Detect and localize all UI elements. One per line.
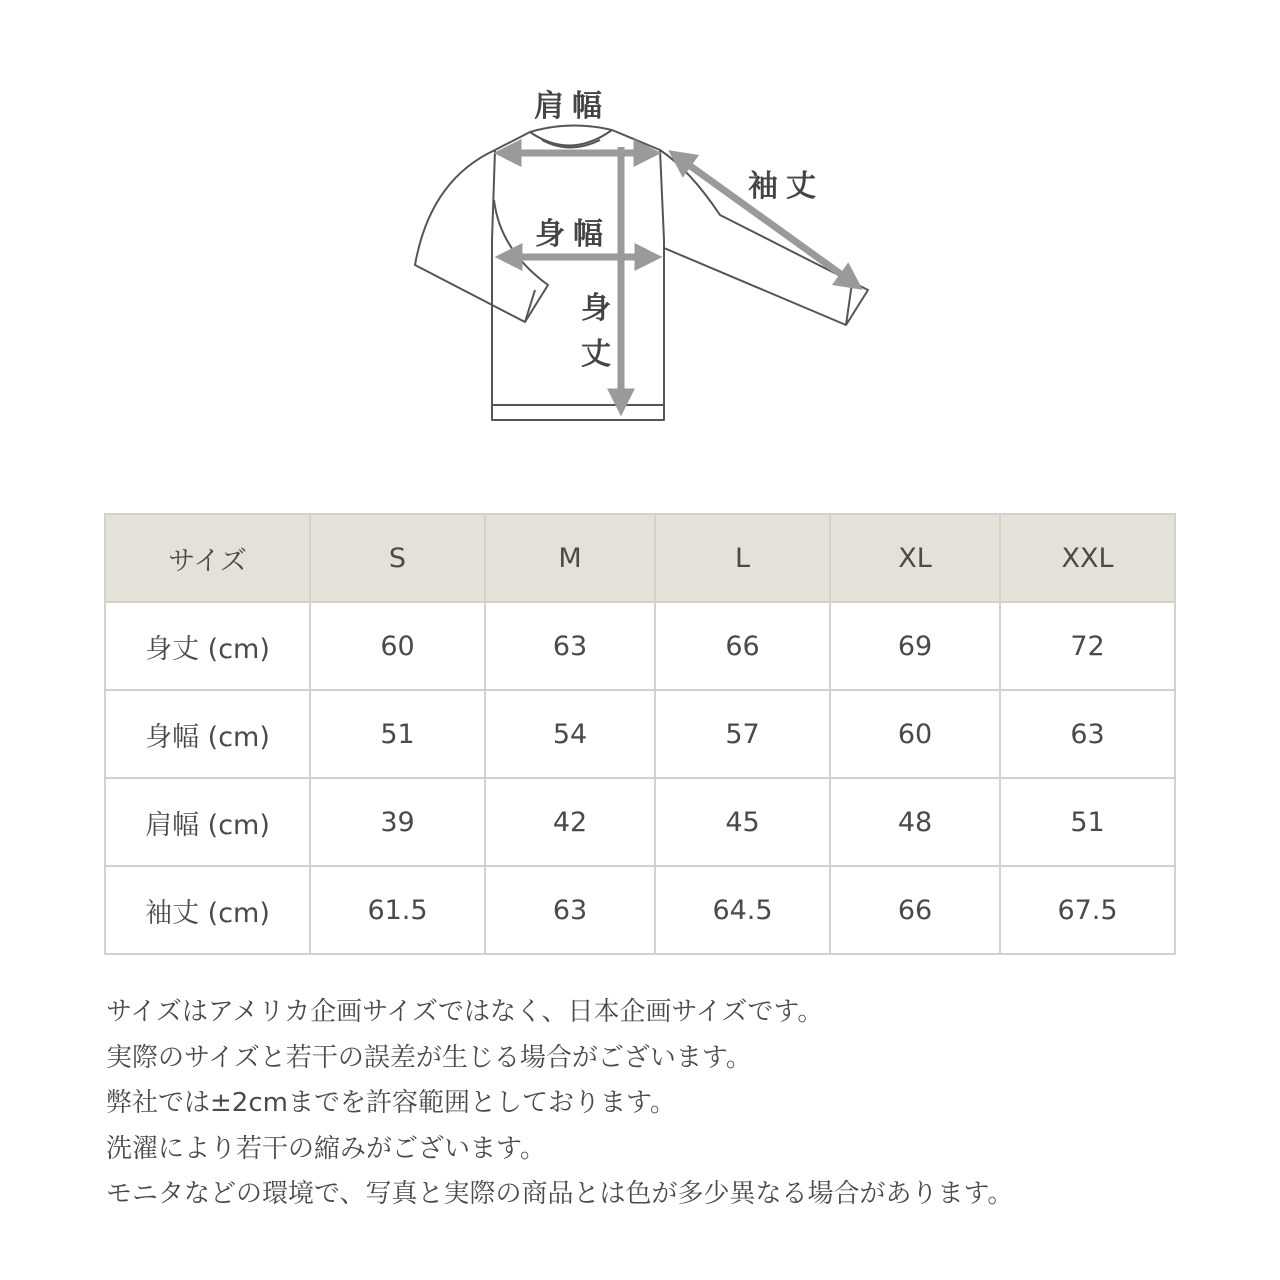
table-cell: 63 (485, 602, 655, 690)
header-size-s: S (310, 514, 485, 602)
table-cell: 45 (655, 778, 830, 866)
header-size-m: M (485, 514, 655, 602)
chest-label: 身幅 (535, 217, 611, 252)
row-label: 袖丈 (cm) (105, 866, 310, 954)
note-line: 弊社では±2cmまでを許容範囲としております。 (106, 1088, 676, 1118)
table-cell: 51 (310, 690, 485, 778)
note-line: モニタなどの環境で、写真と実際の商品とは色が多少異なる場合があります。 (106, 1179, 1014, 1209)
header-size-xl: XL (830, 514, 1000, 602)
shoulder-label: 肩幅 (534, 89, 610, 124)
table-cell: 63 (1000, 690, 1175, 778)
table-row (105, 690, 1175, 778)
length-label-bottom: 丈 (581, 337, 611, 372)
table-cell: 61.5 (310, 866, 485, 954)
table-cell: 60 (830, 690, 1000, 778)
size-notes (106, 990, 1226, 1218)
table-cell: 60 (310, 602, 485, 690)
note-line: 実際のサイズと若干の誤差が生じる場合がございます。 (106, 1042, 752, 1073)
table-cell: 42 (485, 778, 655, 866)
header-size-label: サイズ (105, 514, 310, 602)
header-size-xxl: XXL (1000, 514, 1175, 602)
table-row (105, 602, 1175, 690)
table-cell: 67.5 (1000, 866, 1175, 954)
table-cell: 69 (830, 602, 1000, 690)
table-cell: 63 (485, 866, 655, 954)
row-label: 肩幅 (cm) (105, 778, 310, 866)
header-size-l: L (655, 514, 830, 602)
table-cell: 39 (310, 778, 485, 866)
table-row (105, 866, 1175, 954)
shirt-diagram (0, 0, 1280, 480)
size-table (104, 513, 1176, 955)
table-cell: 54 (485, 690, 655, 778)
note-line: 洗濯により若干の縮みがございます。 (106, 1133, 546, 1164)
size-header-row (105, 514, 1175, 602)
table-cell: 66 (655, 602, 830, 690)
length-label-top: 身 (581, 291, 611, 326)
table-cell: 48 (830, 778, 1000, 866)
table-cell: 66 (830, 866, 1000, 954)
table-cell: 51 (1000, 778, 1175, 866)
row-label: 身丈 (cm) (105, 602, 310, 690)
row-label: 身幅 (cm) (105, 690, 310, 778)
table-cell: 57 (655, 690, 830, 778)
table-cell: 64.5 (655, 866, 830, 954)
sleeve-label: 袖丈 (748, 169, 824, 204)
note-line: サイズはアメリカ企画サイズではなく、日本企画サイズです。 (106, 997, 824, 1027)
table-cell: 72 (1000, 602, 1175, 690)
table-row (105, 778, 1175, 866)
